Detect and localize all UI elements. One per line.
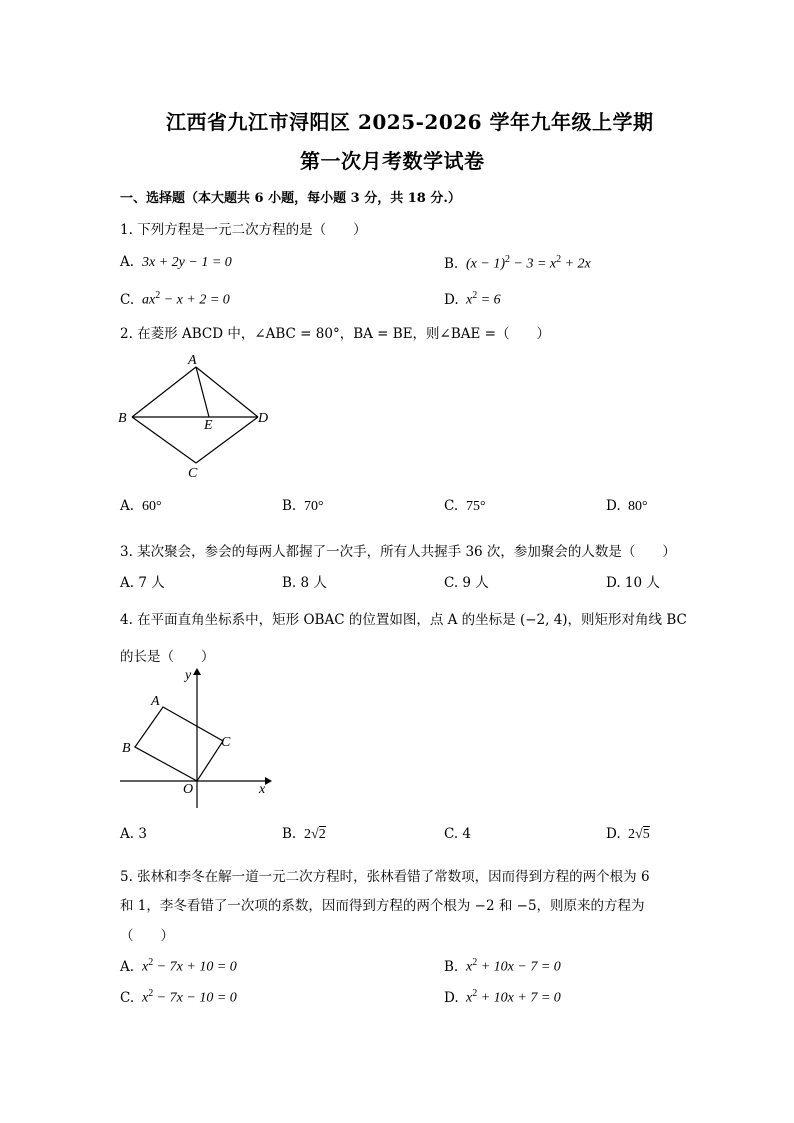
option-expression: = 6 bbox=[477, 292, 501, 308]
option-expression: x bbox=[142, 990, 149, 1006]
option-expression: (x − 1) bbox=[466, 256, 505, 272]
question-2-stem: 2. 在菱形 ABCD 中，∠ABC = 80°，BA = BE，则∠BAE =（ ） bbox=[120, 326, 550, 342]
question-4-stem-line-2: 的长是（ ） bbox=[120, 649, 215, 665]
point-a-label: A bbox=[151, 694, 160, 709]
q3-option-c: C. 9 人 bbox=[444, 575, 489, 591]
q5-option-c bbox=[120, 988, 237, 1007]
q5-option-d bbox=[444, 988, 561, 1007]
q1-option-a bbox=[120, 254, 232, 271]
option-letter: A. bbox=[120, 958, 135, 975]
segment-cb bbox=[132, 417, 196, 463]
option-expression: − 7x − 10 = 0 bbox=[153, 990, 237, 1006]
question-5-stem-line-1: 5. 张林和李冬在解一道一元二次方程时，张林看错了常数项，因而得到方程的两个根为 6 bbox=[120, 869, 650, 885]
option-letter: D. bbox=[606, 826, 621, 842]
option-letter: B. bbox=[444, 958, 459, 975]
option-letter: C. bbox=[120, 291, 135, 308]
option-coefficient: 2 bbox=[628, 827, 635, 842]
option-expression: x bbox=[466, 292, 473, 308]
coordinate-figure bbox=[115, 665, 280, 815]
option-value: 75° bbox=[466, 499, 486, 514]
option-expression: x bbox=[142, 959, 149, 975]
option-letter: C. bbox=[120, 989, 135, 1006]
rectangle-obac bbox=[135, 707, 223, 781]
point-b-label: B bbox=[122, 741, 131, 756]
point-e-label: E bbox=[204, 418, 213, 433]
option-letter: B. bbox=[444, 255, 459, 272]
point-d-label: D bbox=[258, 411, 269, 426]
option-value: 60° bbox=[142, 499, 162, 514]
q2-option-a bbox=[120, 498, 162, 515]
y-axis-arrow-icon bbox=[193, 668, 201, 675]
x-axis-label: x bbox=[259, 782, 266, 797]
q3-option-b: B. 8 人 bbox=[282, 575, 327, 591]
option-expression: − 3 = x bbox=[510, 256, 557, 272]
exponent: 2 bbox=[148, 957, 154, 968]
point-a-label: A bbox=[188, 353, 197, 368]
segment-ad bbox=[196, 367, 258, 417]
option-letter: A. bbox=[120, 254, 135, 270]
q1-option-d bbox=[444, 290, 501, 309]
point-b-label: B bbox=[118, 411, 127, 426]
option-expression: − x + 2 = 0 bbox=[160, 292, 230, 308]
q4-option-a: A. 3 bbox=[120, 826, 147, 842]
section-heading: 一、选择题（本大题共 6 小题，每小题 3 分，共 18 分.） bbox=[120, 191, 461, 206]
exponent: 2 bbox=[472, 957, 478, 968]
option-letter: D. bbox=[444, 291, 459, 308]
exponent: 2 bbox=[155, 290, 161, 301]
option-expression: − 7x + 10 = 0 bbox=[153, 959, 237, 975]
q2-option-d bbox=[606, 498, 648, 515]
sqrt-icon: √ bbox=[311, 827, 319, 842]
q3-option-d: D. 10 人 bbox=[606, 575, 660, 591]
page-title: 江西省九江市浔阳区 2025-2026 学年九年级上学期 bbox=[166, 110, 654, 134]
exponent: 2 bbox=[472, 988, 478, 999]
question-3-stem: 3. 某次聚会，参会的每两人都握了一次手，所有人共握手 36 次，参加聚会的人数是（ ） bbox=[120, 544, 676, 560]
option-expression: + 2x bbox=[561, 256, 591, 272]
y-axis-label: y bbox=[185, 668, 192, 683]
option-letter: A. bbox=[120, 498, 135, 514]
option-letter: D. bbox=[606, 498, 621, 514]
page-subtitle: 第一次月考数学试卷 bbox=[300, 149, 485, 173]
x-axis-arrow-icon bbox=[265, 777, 272, 785]
q4-option-d bbox=[606, 826, 650, 843]
question-5-stem-line-2: 和 1，李冬看错了一次项的系数，因而得到方程的两个根为 −2 和 −5，则原来的方程为 bbox=[120, 898, 645, 914]
point-c-label: C bbox=[188, 466, 198, 481]
option-expression: + 10x + 7 = 0 bbox=[477, 990, 561, 1006]
option-letter: B. bbox=[282, 498, 297, 514]
q5-option-b bbox=[444, 957, 561, 976]
option-letter: D. bbox=[444, 989, 459, 1006]
q5-option-a bbox=[120, 957, 237, 976]
option-value: 70° bbox=[304, 499, 324, 514]
exponent: 2 bbox=[472, 290, 478, 301]
q2-option-c bbox=[444, 498, 486, 515]
option-coefficient: 2 bbox=[304, 827, 311, 842]
option-expression: + 10x − 7 = 0 bbox=[477, 959, 561, 975]
q4-option-b bbox=[282, 826, 326, 843]
q3-option-a: A. 7 人 bbox=[120, 575, 165, 591]
option-value: 80° bbox=[628, 499, 648, 514]
exponent: 2 bbox=[148, 988, 154, 999]
segment-ae bbox=[196, 367, 209, 417]
question-5-stem-line-3: （ ） bbox=[120, 928, 174, 944]
q1-option-c bbox=[120, 290, 230, 309]
option-expression: ax bbox=[142, 292, 156, 308]
point-o-label: O bbox=[183, 782, 194, 797]
exponent: 2 bbox=[505, 254, 510, 265]
segment-ba bbox=[132, 367, 196, 417]
q4-option-c: C. 4 bbox=[444, 826, 472, 842]
option-radicand: 5 bbox=[642, 827, 650, 842]
option-expression: x bbox=[466, 959, 473, 975]
question-4-stem-line-1: 4. 在平面直角坐标系中，矩形 OBAC 的位置如图，点 A 的坐标是 (−2, 4)，则矩形对角线 BC bbox=[120, 612, 687, 628]
question-1-stem: 1. 下列方程是一元二次方程的是（ ） bbox=[120, 222, 367, 238]
q1-option-b bbox=[444, 254, 591, 273]
option-radicand: 2 bbox=[318, 827, 326, 842]
option-letter: B. bbox=[282, 826, 297, 842]
option-expression: 3x + 2y − 1 = 0 bbox=[142, 255, 232, 270]
rhombus-figure bbox=[110, 350, 280, 485]
option-expression: x bbox=[466, 990, 473, 1006]
sqrt-icon: √ bbox=[635, 827, 643, 842]
option-letter: C. bbox=[444, 498, 459, 514]
point-c-label: C bbox=[221, 735, 231, 750]
exponent: 2 bbox=[556, 254, 562, 265]
q2-option-b bbox=[282, 498, 324, 515]
